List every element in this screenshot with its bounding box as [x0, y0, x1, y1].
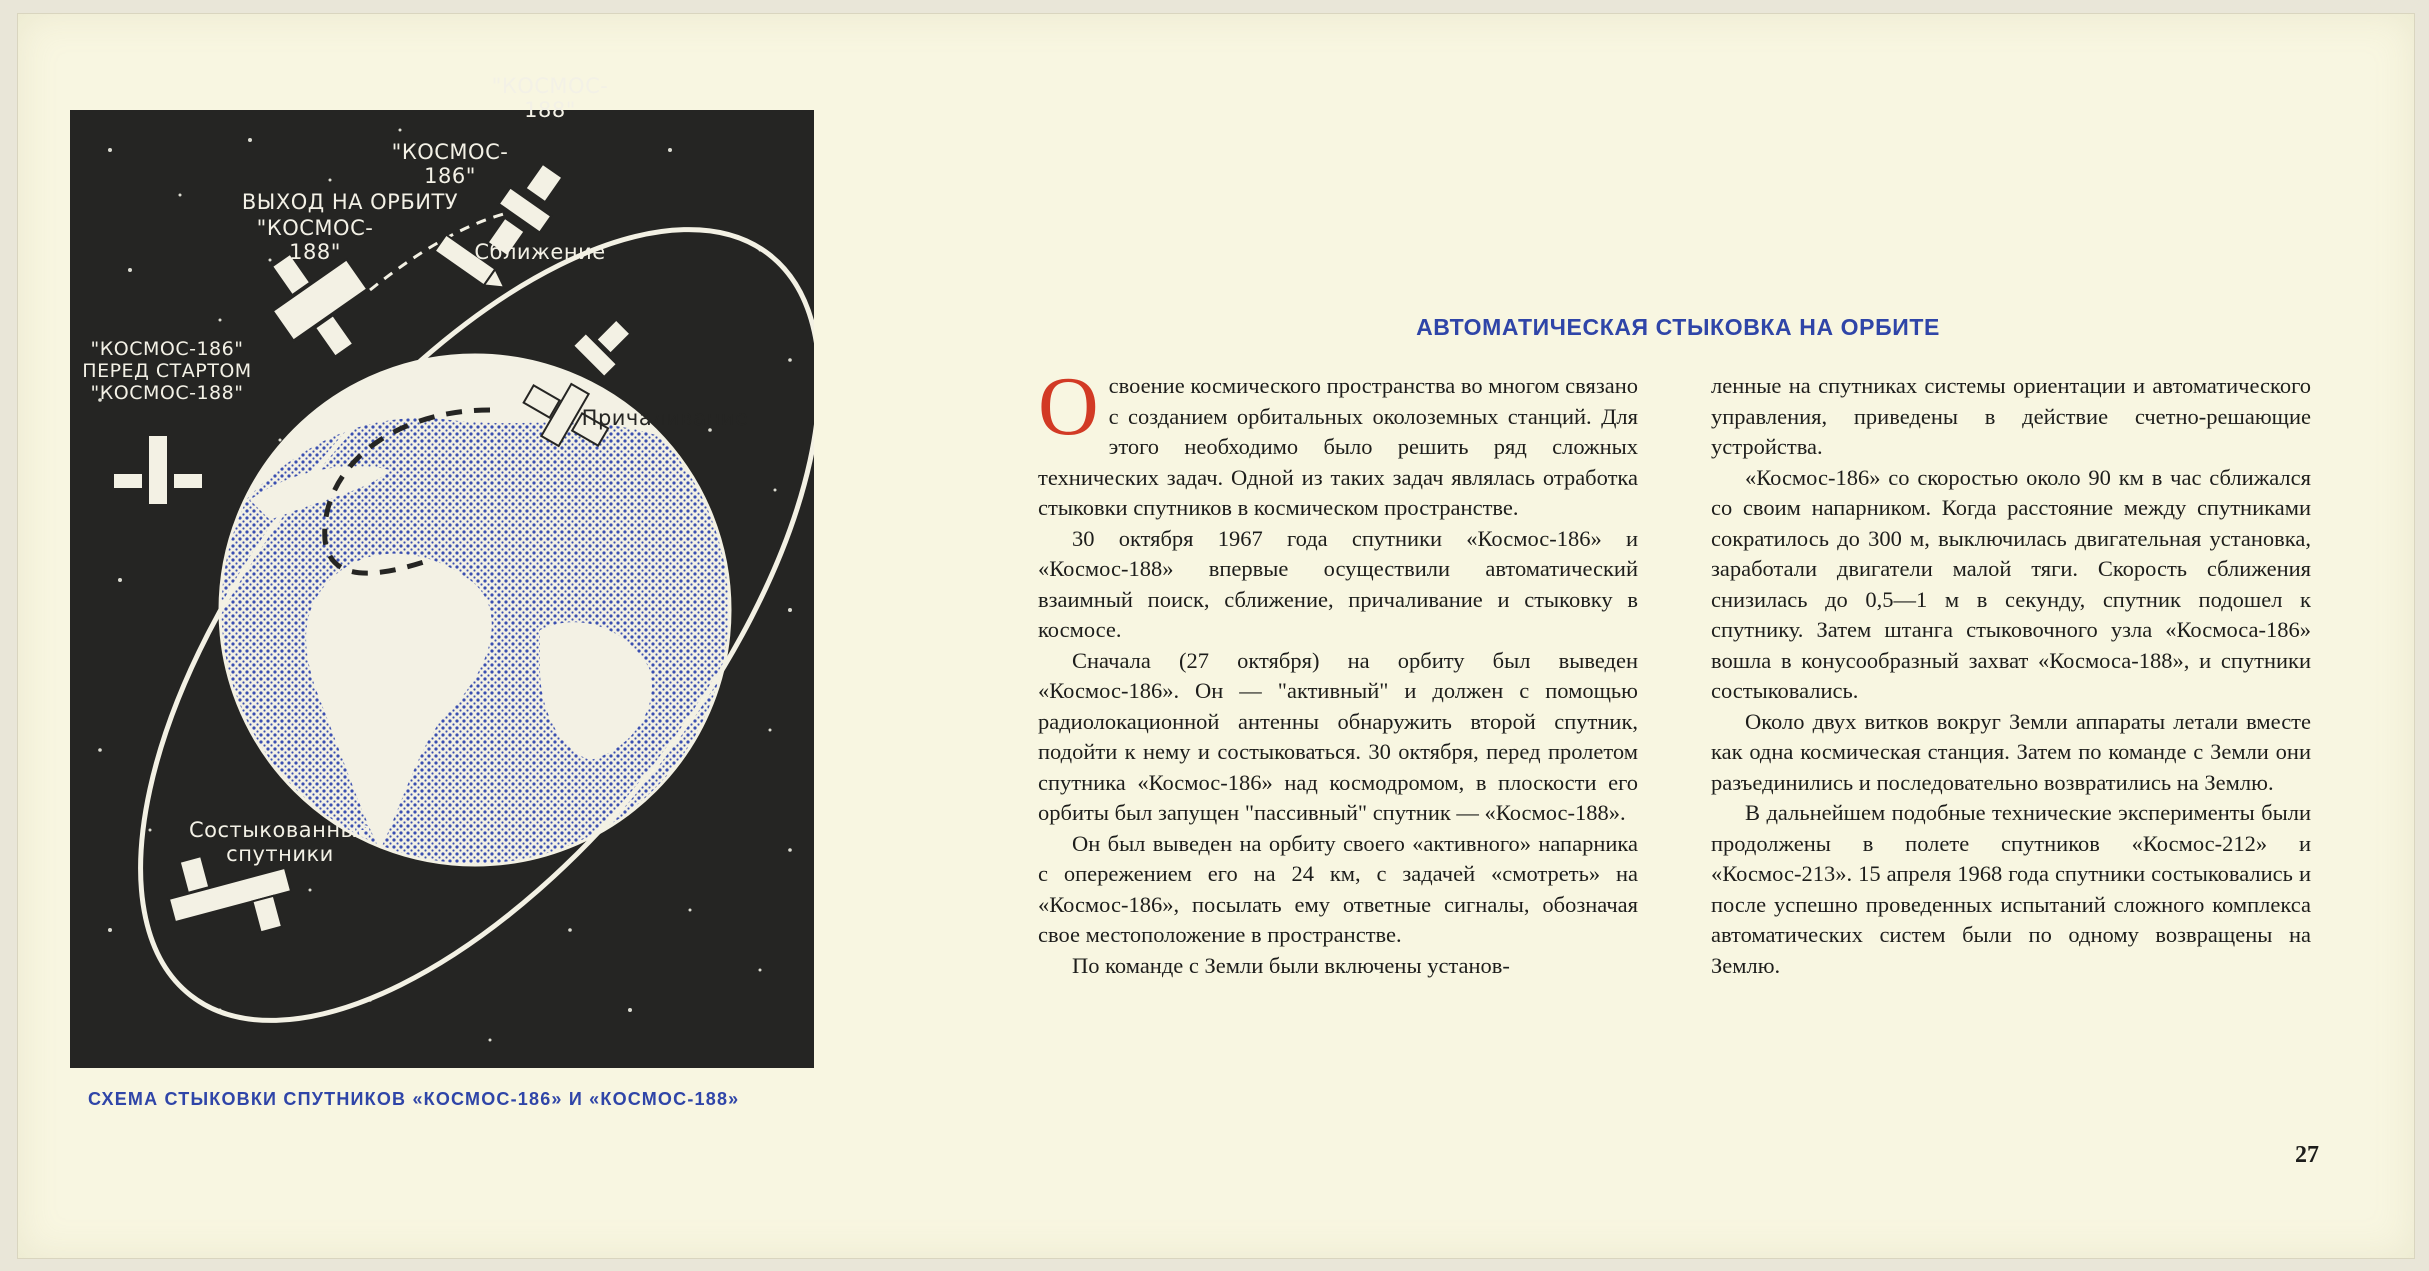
diagram-caption: СХЕМА СТЫКОВКИ СПУТНИКОВ «КОСМОС-186» И «КОСМОС-188»	[88, 1089, 740, 1109]
paragraph: 30 октября 1967 года спутники «Космос-186» и «Космос-188» впервые осуществили автоматический взаимный поиск, сближение, причаливание и стыковку в космосе.	[1038, 525, 1638, 642]
label-kosmos-186-top: "КОСМОС- 186"	[391, 140, 509, 188]
label-berthing: Причаливание	[581, 406, 749, 430]
paragraph	[1038, 360, 1638, 524]
label-approach: Сближение	[474, 240, 606, 264]
paragraph: Около двух витков вокруг Земли аппараты летали вместе как одна космическая станция. Затем по команде с Земли они разъединились и последовательно возвратились на Землю.	[1711, 708, 2311, 795]
article-column-right	[1711, 371, 2311, 981]
label-kosmos-188-top: "КОСМОС- 188"	[491, 74, 609, 122]
diagram-artwork	[70, 110, 814, 1068]
page-number: 27	[2295, 1142, 2319, 1168]
label-kosmos-188-mid: "КОСМОС- 188"	[256, 216, 374, 264]
paragraph: В дальнейшем подобные технические эксперименты были продолжены в полете спутников «Космос-212» и «Космос-213». 15 апреля 1968 года спутники состыковались и после успешно проведенных испытаний сложного комплекса автоматических систем были по одному возвращены на Землю.	[1711, 800, 2311, 978]
label-docked-satellites: Состыкованные спутники	[188, 818, 372, 866]
article-column-left	[1038, 360, 1638, 981]
book-page	[18, 14, 2414, 1258]
paragraph: ленные на спутниках системы ориентации и автоматического управления, приведены в действие счетно-решающие устройства.	[1711, 373, 2311, 459]
docking-diagram	[70, 74, 814, 1068]
earth-globe	[220, 355, 730, 870]
paragraph: Сначала (27 октября) на орбиту был выведен «Космос-186». Он — "активный" и должен с помощью радиолокационной антенны обнаружить второй спутник, подойти к нему и состыковаться. 30 октября, перед пролетом спутника «Космос-186» над космодромом, в плоскости его орбиты был запущен "пассивный" спутник — «Космос-188».	[1038, 647, 1638, 825]
label-orbit-entry: ВЫХОД НА ОРБИТУ	[241, 190, 459, 214]
paragraph-text: своение космического пространства во многом связано с созданием орбитальных околоземных станций. Для этого необходимо было решить ряд сложных технических задач. Одной из таких задач являлась отработка стыковки спутников в космическом пространстве.	[1038, 373, 1638, 520]
drop-cap: О	[1038, 360, 1099, 453]
paragraph: По команде с Земли были включены установ-	[1072, 952, 1510, 978]
paragraph: «Космос-186» со скоростью около 90 км в час сближался со своим напарником. Когда расстояние между спутниками сократилось до 300 м, выключилась двигательная установка, заработали двигатели малой тяги. Скорость сближения снизилась до 0,5—1 м в секунду, спутник подошел к спутнику. Затем штанга стыковочного узла «Космоса-186» вошла в конусообразный захват «Космоса-188», и спутники состыковались.	[1711, 464, 2311, 703]
label-kosmos-186-before-launch: "КОСМОС-186" ПЕРЕД СТАРТОМ "КОСМОС-188"	[82, 338, 252, 404]
article-title: АВТОМАТИЧЕСКАЯ СТЫКОВКА НА ОРБИТЕ	[1416, 314, 1940, 340]
paragraph: Он был выведен на орбиту своего «активного» напарника с опережением его на 24 км, с задачей «смотреть» на «Космос-186», посылать ему ответные сигналы, обозначая свое местоположение в пространстве.	[1038, 830, 1638, 947]
